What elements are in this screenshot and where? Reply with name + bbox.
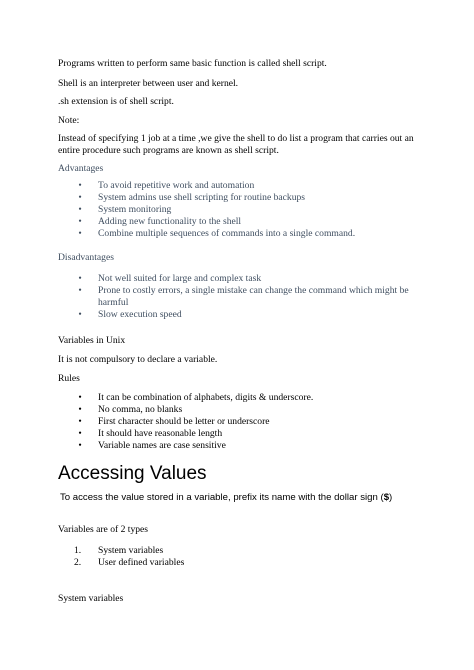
list-item: • Combine multiple sequences of commands into a single command. (74, 228, 355, 240)
bullet-icon: • (78, 228, 82, 239)
rules-list (74, 392, 313, 452)
list-item: • To avoid repetitive work and automation (74, 180, 355, 192)
list-item: • Variable names are case sensitive (74, 440, 313, 452)
variable-types-heading: Variables are of 2 types (58, 524, 149, 535)
bullet-icon: • (78, 192, 82, 203)
disadvantages-list (74, 273, 424, 321)
disadvantages-heading: Disadvantages (58, 252, 114, 263)
intro-line-sh-extension: .sh extension is of shell script. (58, 96, 174, 107)
bullet-icon: • (78, 309, 82, 320)
list-item: • It can be combination of alphabets, digits & underscore. (74, 392, 313, 404)
bullet-icon: • (78, 273, 82, 284)
dollar-sign: $ (383, 492, 390, 503)
note-label: Note: (58, 115, 80, 126)
bullet-icon: • (78, 285, 82, 296)
intro-line-shell-script-definition: Programs written to perform same basic function is called shell script. (58, 58, 327, 69)
list-item: • No comma, no blanks (74, 404, 313, 416)
rules-label: Rules (58, 373, 80, 384)
list-item: 1. System variables (74, 545, 164, 556)
list-item: • Adding new functionality to the shell (74, 216, 355, 228)
bullet-icon: • (78, 416, 82, 427)
bullet-icon: • (78, 216, 82, 227)
advantages-heading: Advantages (58, 163, 104, 174)
list-item: • Not well suited for large and complex task (74, 273, 424, 285)
accessing-values-heading: Accessing Values (58, 463, 207, 484)
list-item: • System admins use shell scripting for routine backups (74, 192, 355, 204)
variable-types-list (74, 545, 184, 569)
note-text: Instead of specifying 1 job at a time ,we give the shell to do list a program that carries out an entire procedure such programs are known as shell script. (58, 133, 414, 156)
accessing-values-description: To access the value stored in a variable, prefix its name with the dollar sign ($) (60, 492, 393, 503)
list-item: • System monitoring (74, 204, 355, 216)
system-variables-heading: System variables (58, 593, 124, 604)
list-item: • It should have reasonable length (74, 428, 313, 440)
list-item: • Prone to costly errors, a single mistake can change the command which might be harmful (74, 285, 424, 309)
bullet-icon: • (78, 404, 82, 415)
variables-heading: Variables in Unix (58, 335, 126, 346)
variables-statement: It is not compulsory to declare a variable. (58, 354, 218, 365)
bullet-icon: • (78, 392, 82, 403)
list-item: • First character should be letter or underscore (74, 416, 313, 428)
advantages-list (74, 180, 355, 240)
list-item: 2. User defined variables (74, 557, 185, 568)
bullet-icon: • (78, 180, 82, 191)
bullet-icon: • (78, 204, 82, 215)
bullet-icon: • (78, 440, 82, 451)
bullet-icon: • (78, 428, 82, 439)
intro-line-shell-interpreter: Shell is an interpreter between user and kernel. (58, 78, 239, 89)
list-item: • Slow execution speed (74, 309, 424, 321)
